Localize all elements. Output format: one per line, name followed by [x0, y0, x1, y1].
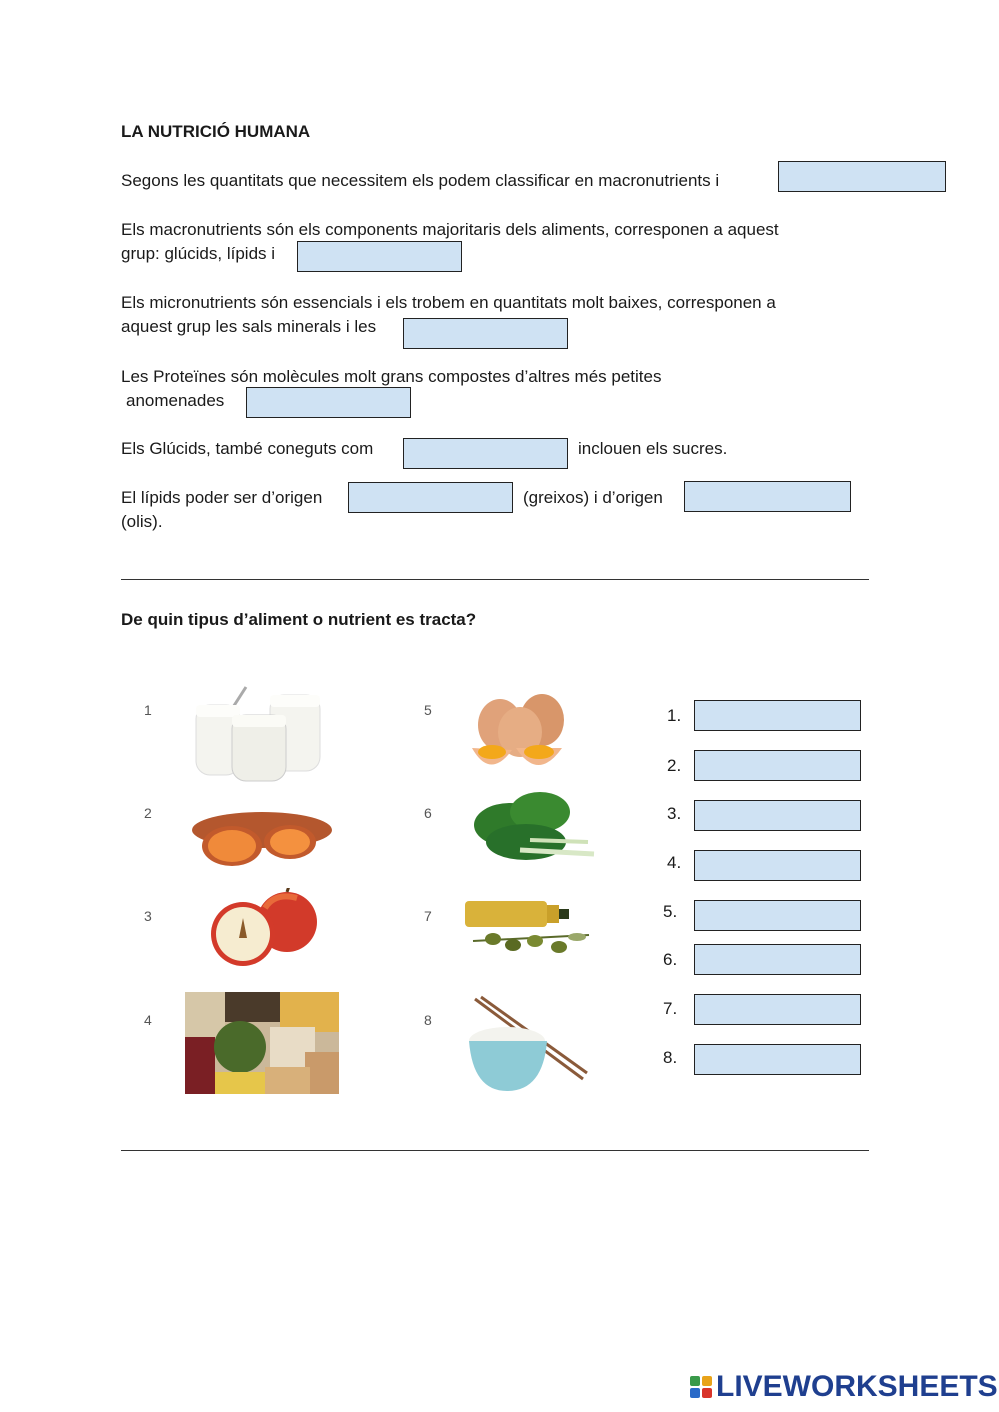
chard-image [470, 790, 598, 870]
sentence-2-line-2: grup: glúcids, lípids i [121, 244, 276, 263]
image-number-8: 8 [424, 1012, 432, 1028]
sentence-5-part-1: Els Glúcids, també coneguts com [121, 439, 374, 458]
answer-input-8[interactable] [694, 1044, 861, 1075]
sentence-3-line-2: aquest grup les sals minerals i les [121, 317, 377, 336]
answer-label-6: 6. [663, 950, 678, 969]
apple-image [205, 888, 321, 968]
image-number-2: 2 [144, 805, 152, 821]
sentence-6-part-1: El lípids poder ser d’origen [121, 488, 323, 507]
divider-bottom [121, 1150, 869, 1151]
answer-input-6[interactable] [694, 944, 861, 975]
answer-label-7: 7. [663, 999, 678, 1018]
image-number-4: 4 [144, 1012, 152, 1028]
divider-top [121, 579, 869, 580]
answer-label-3: 3. [667, 804, 682, 823]
answer-box-carbohydrates[interactable] [403, 438, 568, 469]
logo-text: LIVEWORKSHEETS [716, 1370, 998, 1403]
sentence-1: Segons les quantitats que necessitem els podem classificar en macronutrients i [121, 171, 720, 190]
answer-box-animal[interactable] [348, 482, 513, 513]
sweet-potato-image [190, 800, 336, 872]
eggs-image [470, 690, 570, 780]
answer-box-vegetable[interactable] [684, 481, 851, 512]
image-number-1: 1 [144, 702, 152, 718]
answer-input-5[interactable] [694, 900, 861, 931]
liveworksheets-logo [690, 1372, 998, 1402]
sentence-4-line-2: anomenades [126, 391, 225, 410]
page-title: LA NUTRICIÓ HUMANA [121, 122, 311, 141]
image-number-5: 5 [424, 702, 432, 718]
section-question: De quin tipus d’aliment o nutrient es tracta? [121, 610, 477, 629]
image-number-3: 3 [144, 908, 152, 924]
sentence-6-part-3: (olis). [121, 512, 163, 531]
sentence-6-part-2: (greixos) i d’origen [523, 488, 663, 507]
answer-input-7[interactable] [694, 994, 861, 1025]
sentence-2-line-1: Els macronutrients són els components majoritaris dels aliments, corresponen a aquest [121, 220, 779, 239]
sentence-5-part-2: inclouen els sucres. [578, 439, 728, 458]
image-number-6: 6 [424, 805, 432, 821]
answer-box-micronutrients[interactable] [778, 161, 946, 192]
answer-label-4: 4. [667, 853, 682, 872]
sentence-4-line-1: Les Proteïnes són molècules molt grans compostes d’altres més petites [121, 367, 662, 386]
answer-label-8: 8. [663, 1048, 678, 1067]
answer-input-2[interactable] [694, 750, 861, 781]
yogurt-image [190, 685, 330, 783]
answer-label-2: 2. [667, 756, 682, 775]
answer-box-amino-acids[interactable] [246, 387, 411, 418]
answer-input-1[interactable] [694, 700, 861, 731]
rice-image [465, 995, 590, 1095]
answer-label-1: 1. [667, 706, 682, 725]
legumes-image [185, 992, 339, 1094]
answer-box-proteins[interactable] [297, 241, 462, 272]
sentence-3-line-1: Els micronutrients són essencials i els trobem en quantitats molt baixes, corresponen a [121, 293, 776, 312]
answer-label-5: 5. [663, 902, 678, 921]
logo-grid-icon [690, 1376, 712, 1398]
image-number-7: 7 [424, 908, 432, 924]
answer-box-vitamins[interactable] [403, 318, 568, 349]
answer-input-4[interactable] [694, 850, 861, 881]
answer-input-3[interactable] [694, 800, 861, 831]
olive-oil-image [463, 893, 593, 965]
